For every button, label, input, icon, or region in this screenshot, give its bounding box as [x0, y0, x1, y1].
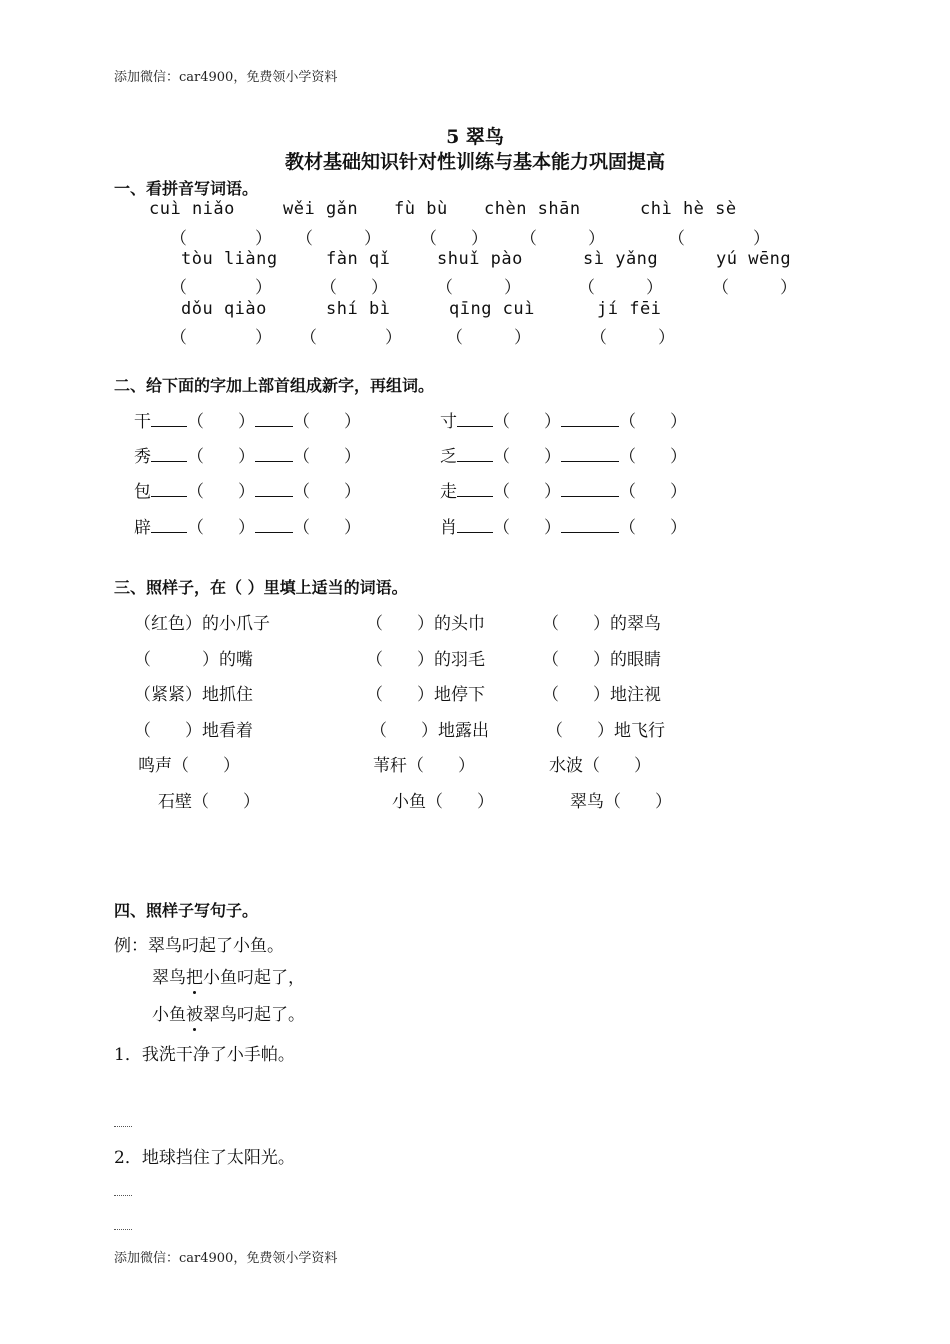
section1-heading: 一、看拼音写词语。: [114, 179, 259, 198]
answer-line[interactable]: [114, 1195, 132, 1196]
word-blank[interactable]: （ ）: [293, 447, 361, 467]
answer-blank[interactable]: （ ）: [300, 328, 402, 348]
phrase-item[interactable]: （ ）地飞行: [546, 721, 665, 741]
word-blank[interactable]: （ ）: [187, 447, 255, 467]
new-char-blank[interactable]: [255, 516, 293, 533]
pinyin: shí bì: [326, 299, 391, 319]
emphasis-char: 把: [186, 968, 203, 988]
pinyin: fàn qǐ: [326, 249, 391, 269]
new-char-blank[interactable]: [151, 480, 187, 497]
new-char-blank[interactable]: [561, 480, 619, 497]
footer-note: 添加微信：car4900，免费领小学资料: [114, 1251, 338, 1266]
base-char: 包: [134, 482, 151, 502]
pinyin: chì hè sè: [640, 199, 737, 219]
base-char: 辟: [134, 518, 151, 538]
example-bei-sentence: 小鱼被翠鸟叼起了。: [152, 1005, 305, 1025]
radical-row: [134, 477, 361, 502]
phrase-item[interactable]: （ ）的头巾: [366, 614, 485, 634]
page-subtitle: 教材基础知识针对性训练与基本能力巩固提高: [284, 151, 665, 173]
answer-blank[interactable]: （ ）: [436, 278, 521, 298]
answer-blank[interactable]: （ ）: [420, 229, 488, 249]
answer-blank[interactable]: （ ）: [590, 328, 675, 348]
answer-blank[interactable]: （ ）: [712, 278, 797, 298]
word-blank[interactable]: （ ）: [619, 412, 687, 432]
new-char-blank[interactable]: [151, 516, 187, 533]
question-2: 2．地球挡住了太阳光。: [114, 1148, 295, 1168]
phrase-item[interactable]: 苇秆（ ）: [373, 756, 475, 776]
phrase-item[interactable]: 水波（ ）: [549, 756, 651, 776]
new-char-blank[interactable]: [561, 445, 619, 462]
radical-row: [134, 513, 361, 538]
pinyin: chèn shān: [484, 199, 581, 219]
word-blank[interactable]: （ ）: [187, 482, 255, 502]
phrase-item: （红色）的小爪子: [134, 614, 270, 634]
word-blank[interactable]: （ ）: [493, 518, 561, 538]
new-char-blank[interactable]: [255, 445, 293, 462]
phrase-item[interactable]: （ ）地看着: [134, 721, 253, 741]
answer-blank[interactable]: （ ）: [296, 229, 381, 249]
word-blank[interactable]: （ ）: [619, 482, 687, 502]
new-char-blank[interactable]: [151, 445, 187, 462]
radical-row: [440, 407, 687, 432]
base-char: 寸: [440, 412, 457, 432]
answer-blank[interactable]: （ ）: [320, 278, 388, 298]
section2-heading: 二、给下面的字加上部首组成新字，再组词。: [114, 376, 435, 395]
page-title: 5 翠鸟: [446, 126, 504, 148]
new-char-blank[interactable]: [457, 410, 493, 427]
emphasis-char: 被: [186, 1005, 203, 1025]
answer-blank[interactable]: （ ）: [668, 229, 770, 249]
base-char: 走: [440, 482, 457, 502]
header-note: 添加微信：car4900，免费领小学资料: [114, 70, 338, 85]
word-blank[interactable]: （ ）: [187, 518, 255, 538]
phrase-item[interactable]: 翠鸟（ ）: [570, 792, 672, 812]
phrase-item[interactable]: （ ）的翠鸟: [542, 614, 661, 634]
base-char: 干: [134, 412, 151, 432]
answer-line[interactable]: [114, 1229, 132, 1230]
word-blank[interactable]: （ ）: [187, 412, 255, 432]
radical-row: [440, 513, 687, 538]
base-char: 乏: [440, 447, 457, 467]
pinyin: yú wēng: [716, 249, 792, 269]
word-blank[interactable]: （ ）: [493, 482, 561, 502]
new-char-blank[interactable]: [255, 410, 293, 427]
new-char-blank[interactable]: [457, 516, 493, 533]
phrase-item[interactable]: （ ）的眼睛: [542, 650, 661, 670]
new-char-blank[interactable]: [457, 445, 493, 462]
radical-row: [440, 442, 687, 467]
word-blank[interactable]: （ ）: [293, 482, 361, 502]
radical-row: [134, 442, 361, 467]
new-char-blank[interactable]: [561, 410, 619, 427]
base-char: 肖: [440, 518, 457, 538]
answer-blank[interactable]: （ ）: [520, 229, 605, 249]
pinyin: tòu liàng: [181, 249, 278, 269]
new-char-blank[interactable]: [255, 480, 293, 497]
example-sentence: 例：翠鸟叼起了小鱼。: [114, 936, 284, 956]
answer-line[interactable]: [114, 1126, 132, 1127]
word-blank[interactable]: （ ）: [493, 447, 561, 467]
pinyin: wěi gǎn: [283, 199, 359, 219]
word-blank[interactable]: （ ）: [293, 412, 361, 432]
answer-blank[interactable]: （ ）: [170, 328, 272, 348]
radical-row: [440, 477, 687, 502]
answer-blank[interactable]: （ ）: [578, 278, 663, 298]
pinyin: jí fēi: [597, 299, 662, 319]
section3-heading: 三、照样子，在（ ）里填上适当的词语。: [114, 578, 408, 597]
phrase-item[interactable]: 鸣声（ ）: [138, 756, 240, 776]
phrase-item: （紧紧）地抓住: [134, 685, 253, 705]
word-blank[interactable]: （ ）: [619, 518, 687, 538]
word-blank[interactable]: （ ）: [619, 447, 687, 467]
phrase-item[interactable]: （ ）的嘴: [134, 650, 253, 670]
phrase-item[interactable]: （ ）地停下: [366, 685, 485, 705]
word-blank[interactable]: （ ）: [493, 412, 561, 432]
pinyin: fù bù: [394, 199, 448, 219]
base-char: 秀: [134, 447, 151, 467]
phrase-item[interactable]: 石壁（ ）: [158, 792, 260, 812]
pinyin: shuǐ pào: [437, 249, 523, 269]
section4-heading: 四、照样子写句子。: [114, 901, 259, 920]
answer-blank[interactable]: （ ）: [170, 278, 272, 298]
word-blank[interactable]: （ ）: [293, 518, 361, 538]
radical-row: [134, 407, 361, 432]
example-ba-sentence: 翠鸟把小鱼叼起了，: [152, 968, 305, 988]
pinyin: qīng cuì: [449, 299, 535, 319]
phrase-item[interactable]: 小鱼（ ）: [392, 792, 494, 812]
pinyin: sì yǎng: [583, 249, 659, 269]
phrase-item[interactable]: （ ）的羽毛: [366, 650, 485, 670]
new-char-blank[interactable]: [561, 516, 619, 533]
phrase-item[interactable]: （ ）地露出: [370, 721, 489, 741]
pinyin: cuì niǎo: [149, 199, 235, 219]
phrase-item[interactable]: （ ）地注视: [542, 685, 661, 705]
pinyin: dǒu qiào: [181, 299, 267, 319]
answer-blank[interactable]: （ ）: [170, 229, 272, 249]
new-char-blank[interactable]: [151, 410, 187, 427]
question-1: 1．我洗干净了小手帕。: [114, 1045, 295, 1065]
new-char-blank[interactable]: [457, 480, 493, 497]
answer-blank[interactable]: （ ）: [446, 328, 531, 348]
